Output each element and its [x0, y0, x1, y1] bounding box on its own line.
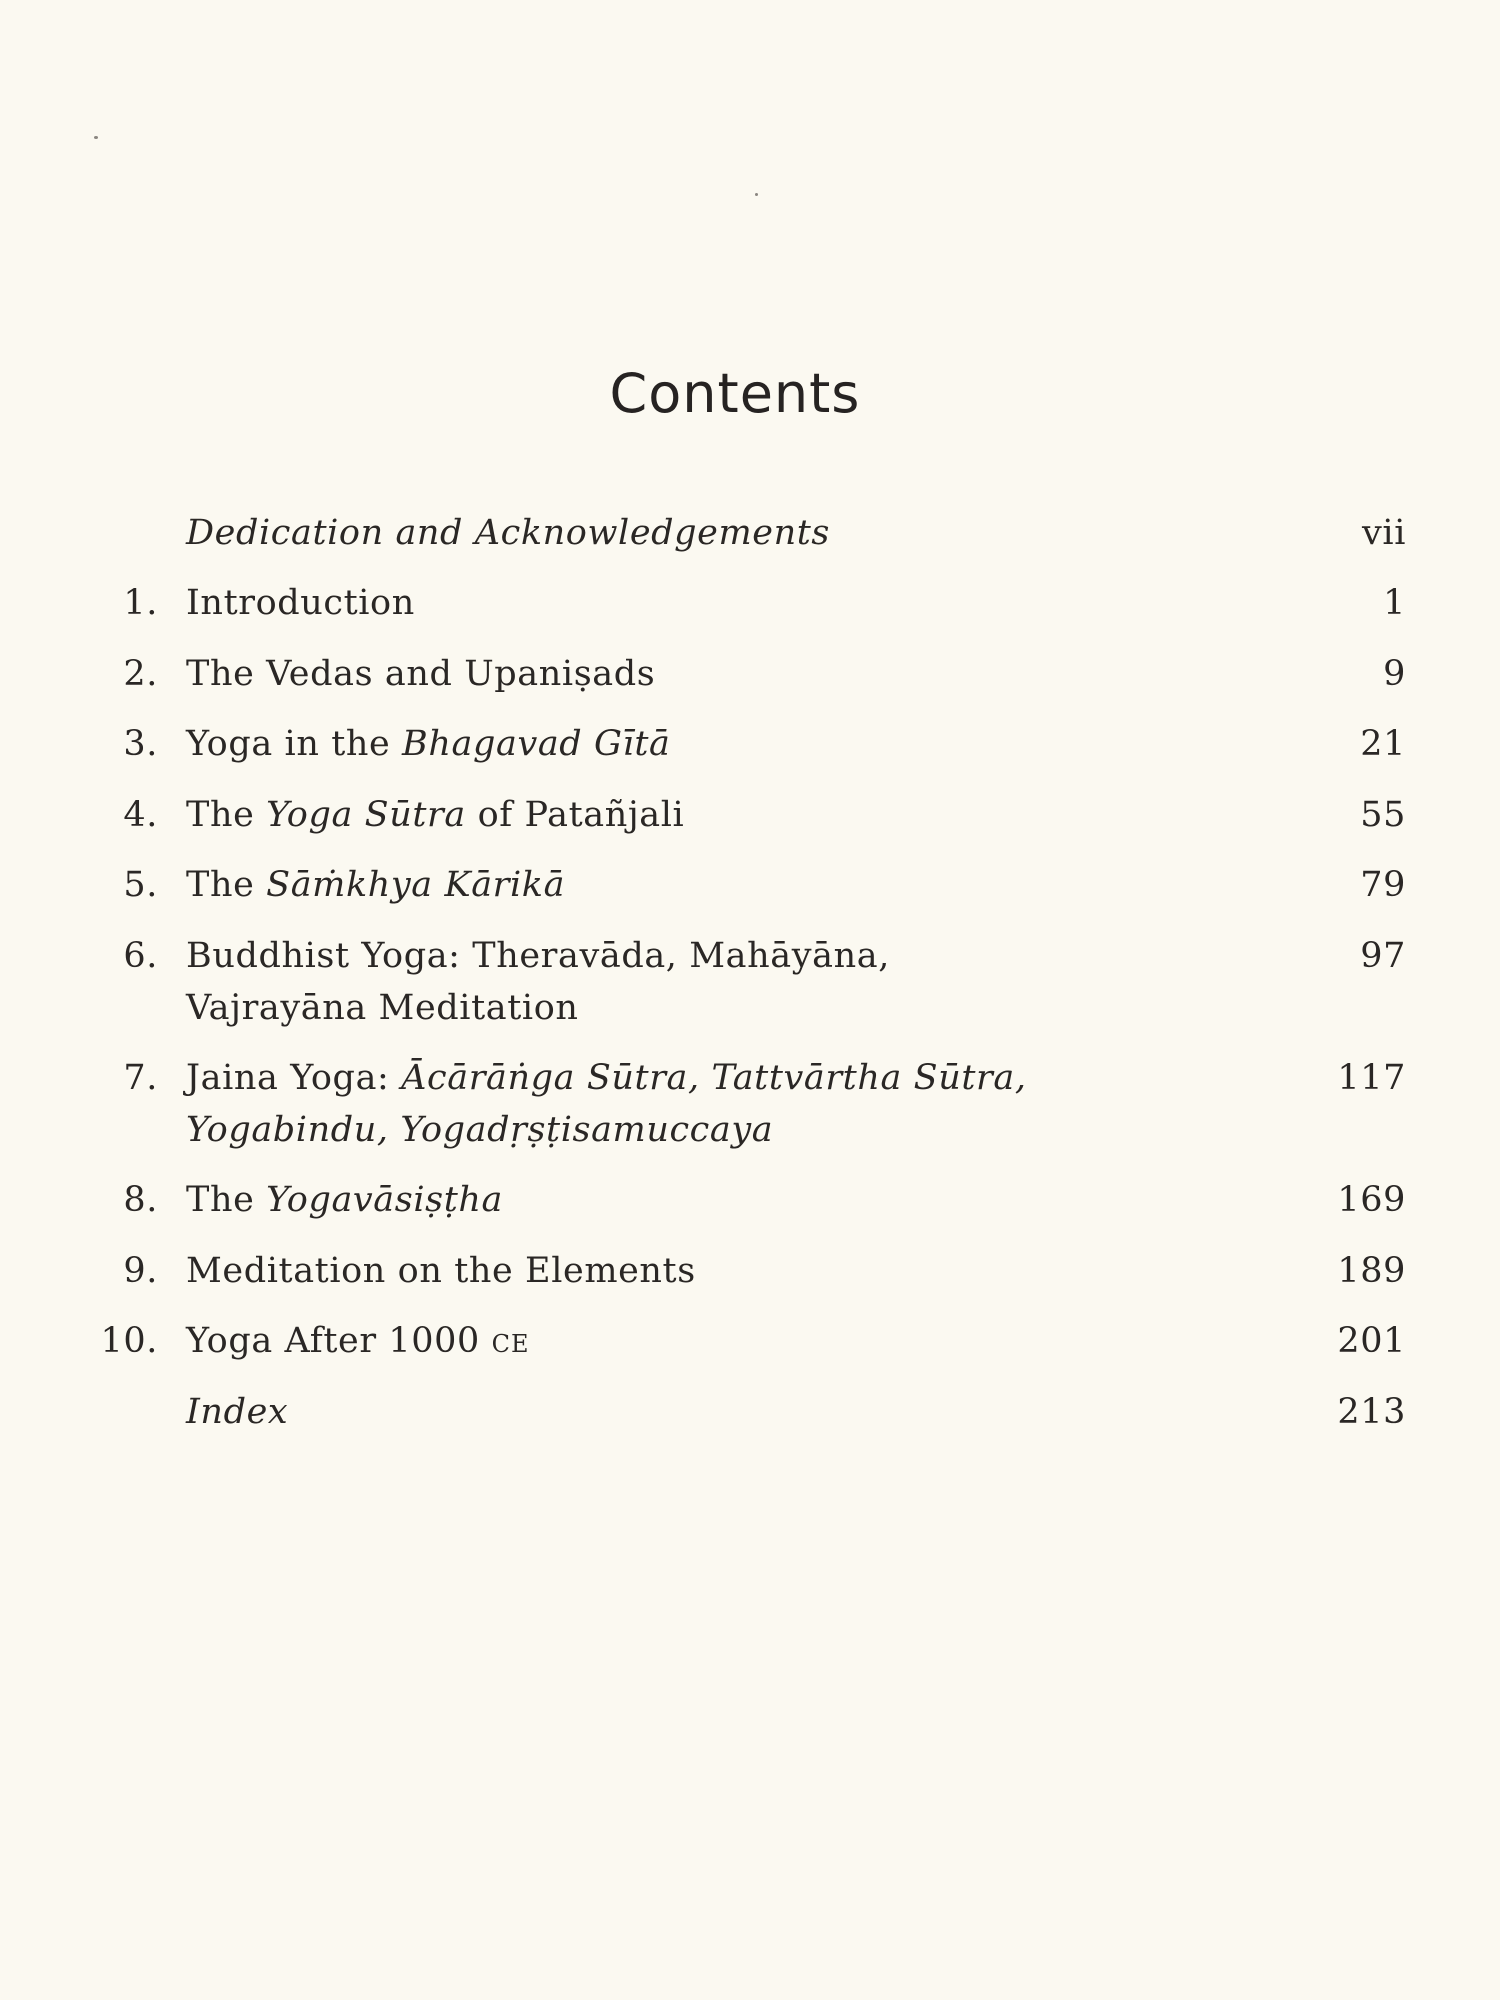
entry-page-number: 21 — [1360, 724, 1406, 764]
entry-title — [186, 859, 1186, 911]
entry-title-italic: Yogavāsiṣṭha — [266, 1180, 503, 1220]
entry-number: 9. — [123, 1251, 158, 1291]
entry-title-text — [186, 718, 1186, 770]
entry-title-prefix: Yoga After 1000 — [186, 1321, 492, 1361]
entry-number: 7. — [123, 1058, 158, 1098]
entry-title-italic: Bhagavad Gītā — [402, 724, 671, 764]
entry-page-number: 97 — [1360, 936, 1406, 976]
entry-number: 5. — [123, 865, 158, 905]
entry-title-text: Meditation on the Elements — [186, 1251, 696, 1291]
entry-title — [186, 930, 1186, 1034]
entry-page-number: 213 — [1337, 1392, 1406, 1432]
entry-title-text: Index — [186, 1392, 289, 1432]
entry-title-line-1: Buddhist Yoga: Theravāda, Mahāyāna, — [186, 936, 890, 976]
entry-title-prefix: Jaina Yoga: — [186, 1058, 402, 1098]
entry-page-number: 55 — [1360, 795, 1406, 835]
entry-page-number: 79 — [1360, 865, 1406, 905]
entry-number: 2. — [123, 654, 158, 694]
entry-title-line-1 — [186, 1052, 1186, 1104]
entry-page-number: 9 — [1383, 654, 1406, 694]
entry-page-number: 169 — [1337, 1180, 1406, 1220]
entry-title-prefix: The — [186, 1180, 267, 1220]
entry-title-text: The Vedas and Upaniṣads — [186, 654, 656, 694]
entry-page-number: 189 — [1337, 1251, 1406, 1291]
paper-speck — [755, 193, 758, 196]
entry-title-text — [186, 1174, 1186, 1226]
entry-title — [186, 577, 1186, 629]
entry-number: 4. — [123, 795, 158, 835]
entry-title — [186, 507, 1186, 559]
entry-title — [186, 648, 1186, 700]
entry-page-number: 201 — [1337, 1321, 1406, 1361]
entry-title — [186, 718, 1186, 770]
entry-number: 10. — [100, 1321, 158, 1361]
entry-title-prefix: The — [186, 865, 267, 905]
entry-title-smallcaps: CE — [491, 1330, 530, 1358]
entry-title-line-2: Vajrayāna Meditation — [186, 988, 579, 1028]
entry-title-text: Dedication and Acknowledgements — [186, 513, 830, 553]
entry-title-italic: Sāṁkhya Kārikā — [266, 865, 566, 905]
entry-title-text — [186, 1315, 1186, 1370]
entry-title — [186, 1052, 1186, 1156]
entry-title-line-2: Yogabindu, Yogadṛṣṭisamuccaya — [186, 1110, 774, 1150]
entry-page-number: vii — [1362, 513, 1406, 553]
entry-number: 6. — [123, 936, 158, 976]
entry-page-number: 117 — [1337, 1058, 1406, 1098]
entry-title-text — [186, 789, 1186, 841]
entry-title-text: Introduction — [186, 583, 415, 623]
entry-title-italic: Yoga Sūtra — [266, 795, 466, 835]
entry-title-prefix: Yoga in the — [186, 724, 403, 764]
page-title: Contents — [609, 362, 861, 425]
entry-page-number: 1 — [1383, 583, 1406, 623]
entry-title-italic: Ācārāṅga Sūtra, Tattvārtha Sūtra, — [401, 1058, 1027, 1098]
entry-title — [186, 1386, 1186, 1438]
entry-title-text — [186, 859, 1186, 911]
entry-number: 3. — [123, 724, 158, 764]
entry-title-suffix: of Patañjali — [465, 795, 685, 835]
paper-speck — [94, 136, 98, 139]
entry-title — [186, 1174, 1186, 1226]
entry-number: 1. — [123, 583, 158, 623]
entry-title — [186, 1245, 1186, 1297]
entry-title-prefix: The — [186, 795, 267, 835]
entry-title — [186, 1315, 1186, 1370]
entry-number: 8. — [123, 1180, 158, 1220]
entry-title — [186, 789, 1186, 841]
